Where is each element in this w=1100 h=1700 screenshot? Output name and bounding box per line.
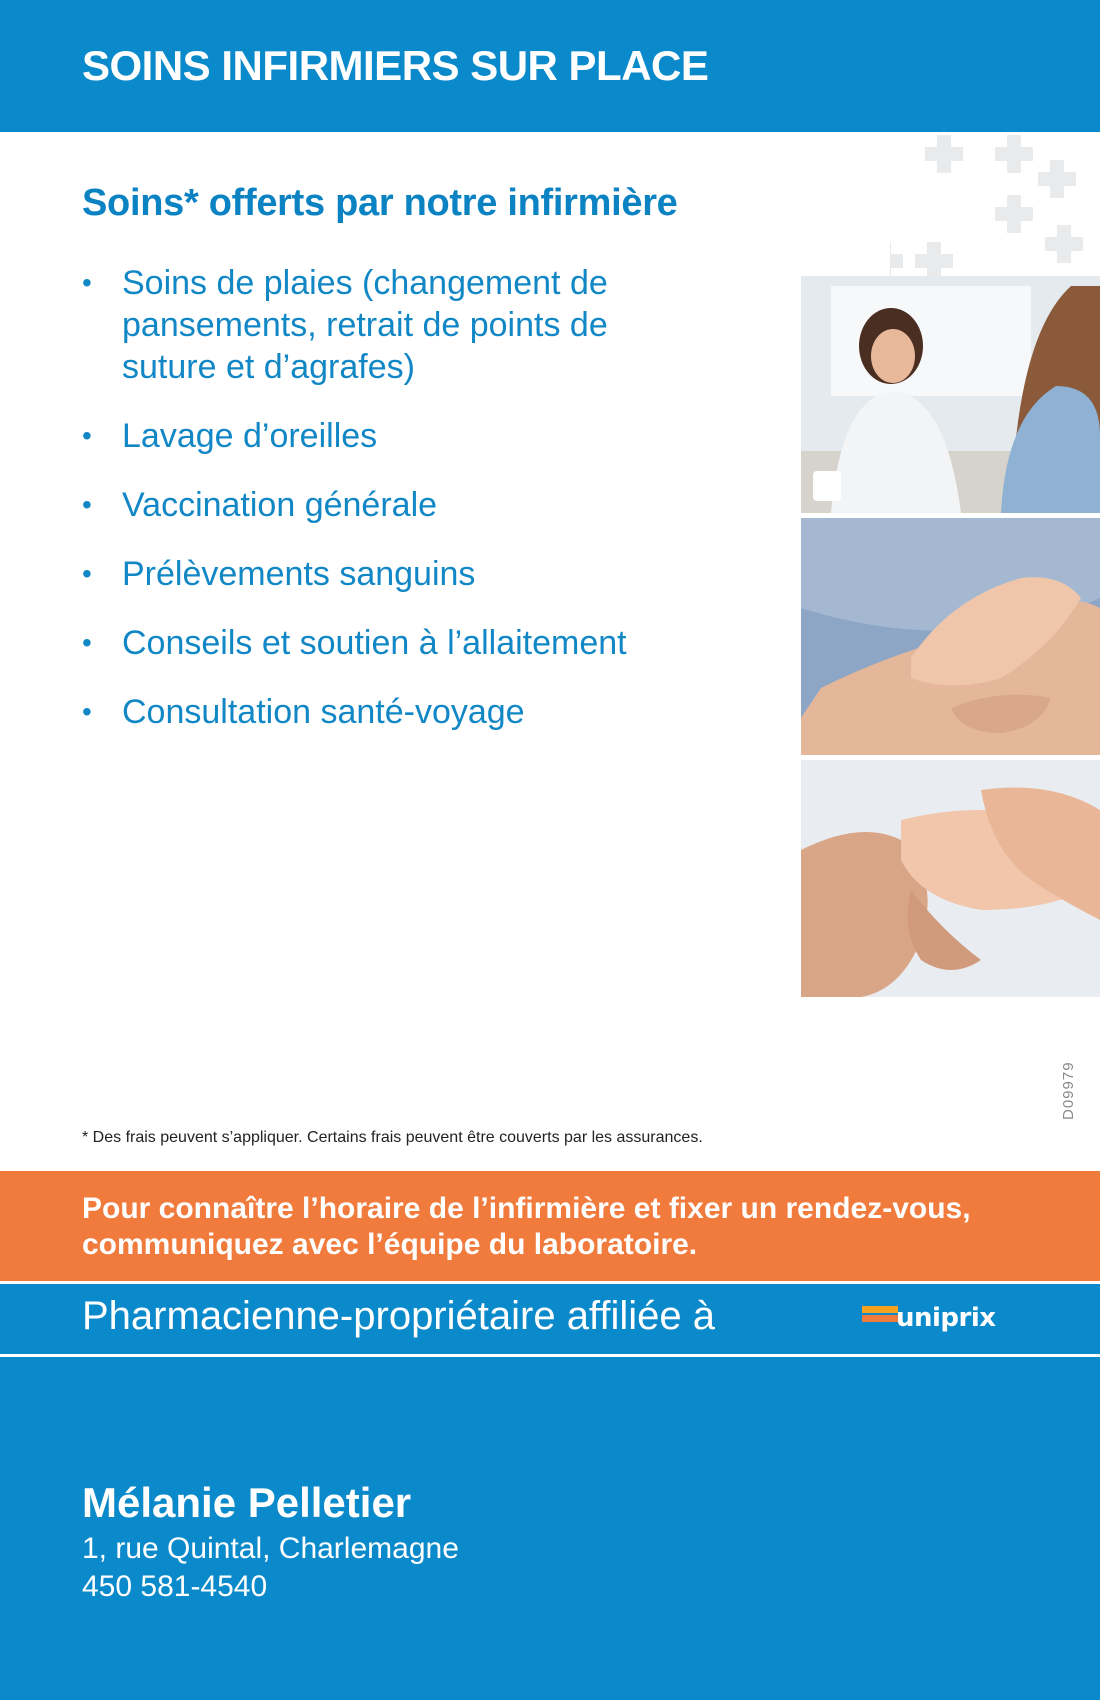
service-label: Consultation santé-voyage [122, 693, 525, 731]
bullet-icon: • [82, 420, 92, 451]
cta-text [82, 1191, 1042, 1263]
list-item [82, 415, 702, 457]
service-label: Prélèvements sanguins [122, 555, 476, 593]
photo-column [801, 276, 1100, 1002]
cross-pattern-icon [890, 130, 1100, 280]
consultation-photo [801, 276, 1100, 513]
bullet-icon: • [82, 696, 92, 727]
cta-line-2: communiquez avec l’équipe du laboratoire. [82, 1228, 698, 1261]
bullet-icon: • [82, 489, 92, 520]
pharmacy-address: 1, rue Quintal, Charlemagne [82, 1532, 459, 1565]
service-label: Lavage d’oreilles [122, 417, 378, 455]
bullet-icon: • [82, 627, 92, 658]
document-code: D09979 [1060, 1061, 1077, 1120]
cta-line-1: Pour connaître l’horaire de l’infirmière et fixer un rendez-vous, [82, 1192, 971, 1225]
foot-care-photo [801, 760, 1100, 997]
services-list [82, 262, 702, 760]
list-item [82, 622, 702, 664]
list-item [82, 553, 702, 595]
bullet-icon: • [82, 558, 92, 589]
pharmacy-info [0, 1357, 1100, 1700]
service-label: Vaccination générale [122, 486, 438, 524]
list-item [82, 484, 702, 526]
service-label: Conseils et soutien à l’allaitement [122, 624, 627, 662]
service-label: Soins de plaies (changement de pansements, retrait de points de suture et d’agrafes) [122, 264, 608, 386]
affiliation-bar [0, 1284, 1100, 1354]
section-title: Soins* offerts par notre infirmière [82, 182, 678, 224]
list-item [82, 262, 702, 388]
affiliation-text: Pharmacienne-propriétaire affiliée à [82, 1294, 715, 1338]
bullet-icon: • [82, 267, 92, 298]
cta-banner [0, 1171, 1100, 1281]
pharmacist-name: Mélanie Pelletier [82, 1479, 412, 1526]
uniprix-logo [860, 1296, 1018, 1340]
header-banner [0, 0, 1100, 132]
page-title: SOINS INFIRMIERS SUR PLACE [82, 42, 709, 89]
pharmacy-phone: 450 581-4540 [82, 1570, 268, 1603]
svg-text:uniprix: uniprix [896, 1303, 996, 1333]
holding-hands-photo [801, 518, 1100, 755]
list-item [82, 691, 702, 733]
footnote: * Des frais peuvent s’appliquer. Certains frais peuvent être couverts par les assurances. [82, 1129, 703, 1146]
